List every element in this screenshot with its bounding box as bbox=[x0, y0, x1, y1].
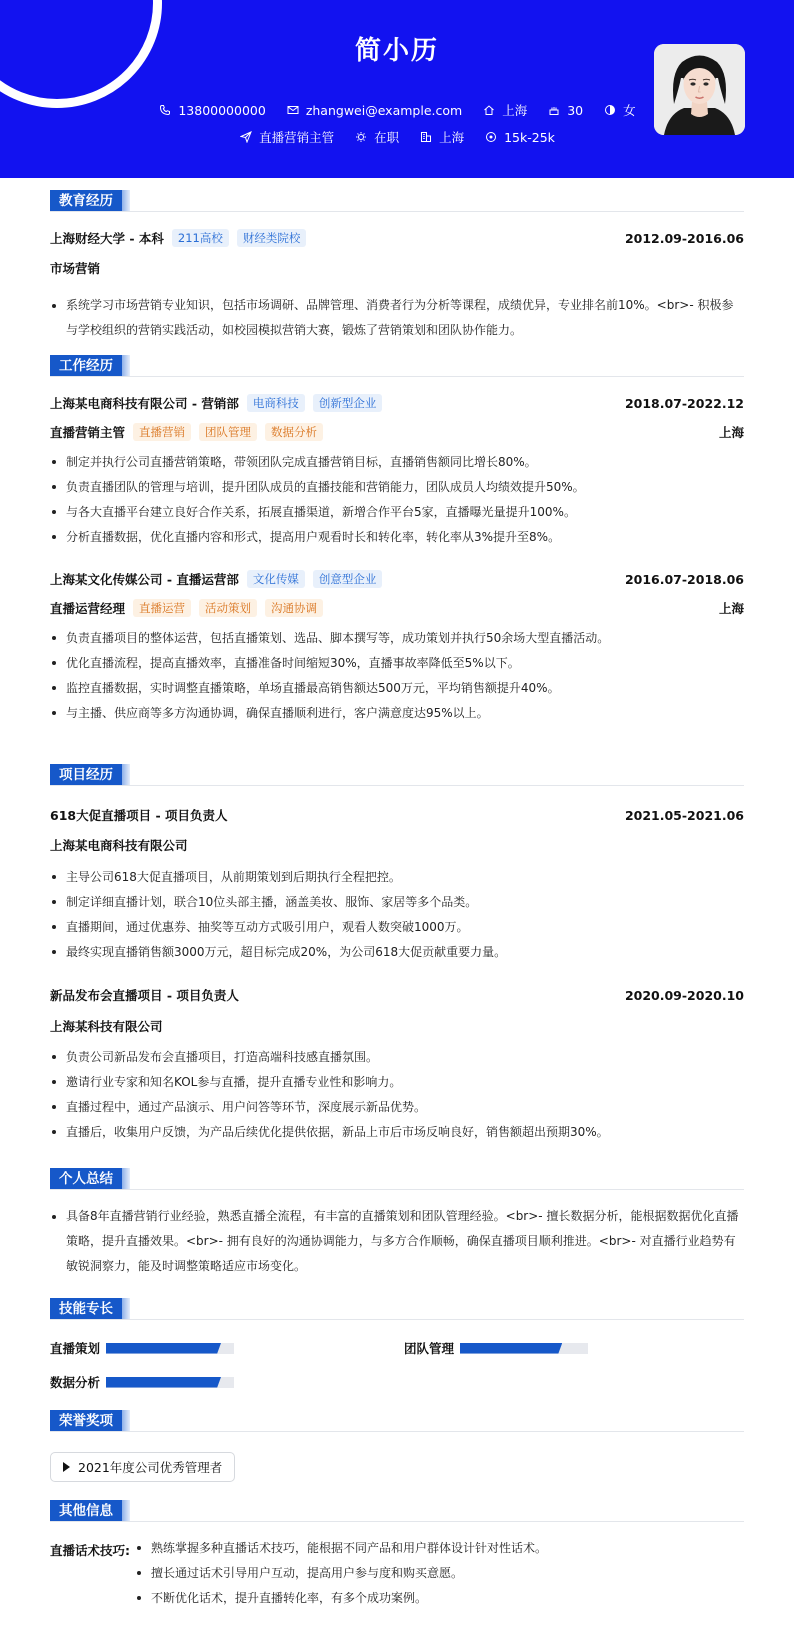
company-tag: 文化传媒 bbox=[247, 570, 305, 588]
home-text: 上海 bbox=[502, 103, 528, 118]
skill-name: 数据分析 bbox=[50, 1375, 101, 1390]
list-item: 熟练掌握多种直播话术技巧，能根据不同产品和用户群体设计针对性话术。 bbox=[135, 1538, 744, 1563]
section-divider bbox=[50, 1521, 744, 1522]
section-work bbox=[50, 355, 744, 377]
skill-name: 直播策划 bbox=[50, 1341, 101, 1356]
project-date: 2021.05-2021.06 bbox=[624, 807, 744, 823]
status-icon bbox=[354, 130, 368, 144]
section-title: 技能专长 bbox=[50, 1298, 122, 1320]
list-item: 监控直播数据，实时调整直播策略，单场直播最高销售额达500万元，平均销售额提升40%。 bbox=[50, 678, 744, 703]
skill-item bbox=[404, 1338, 588, 1358]
section-project bbox=[50, 764, 744, 786]
skill-tag: 直播运营 bbox=[133, 599, 191, 617]
project-name: 新品发布会直播项目 - 项目负责人 bbox=[50, 988, 239, 1003]
age-text: 30 bbox=[567, 102, 584, 118]
age-icon bbox=[547, 103, 561, 117]
company-name: 上海某电商科技有限公司 - 营销部 bbox=[50, 396, 239, 411]
section-summary bbox=[50, 1168, 744, 1190]
list-item: 与各大直播平台建立良好合作关系，拓展直播渠道，新增合作平台5家，直播曝光量提升100%。 bbox=[50, 502, 744, 527]
skill-item bbox=[50, 1338, 234, 1358]
section-title: 教育经历 bbox=[50, 190, 122, 212]
work-header bbox=[50, 569, 744, 589]
phone-info bbox=[158, 103, 265, 118]
other-bullets bbox=[135, 1538, 744, 1613]
list-item: 制定并执行公司直播营销策略，带领团队完成直播营销目标，直播销售额同比增长80%。 bbox=[50, 452, 744, 477]
work-bullets bbox=[50, 452, 744, 552]
city-info bbox=[419, 128, 464, 146]
major-row bbox=[50, 258, 744, 278]
school-tag: 财经类院校 bbox=[237, 229, 307, 247]
home-icon bbox=[482, 103, 496, 117]
list-item: 直播期间，通过优惠券、抽奖等互动方式吸引用户，观看人数突破1000万。 bbox=[50, 917, 744, 942]
section-divider bbox=[50, 211, 744, 212]
section-divider bbox=[50, 1431, 744, 1432]
project-company: 上海某科技有限公司 bbox=[50, 1019, 163, 1034]
gender-info bbox=[603, 101, 636, 119]
work-date: 2018.07-2022.12 bbox=[624, 395, 744, 411]
major-name: 市场营销 bbox=[50, 261, 101, 276]
email-text: zhangwei@example.com bbox=[305, 102, 463, 118]
list-item: 擅长通过话术引导用户互动，提高用户参与度和购买意愿。 bbox=[135, 1563, 744, 1588]
project-company-row bbox=[50, 1016, 744, 1036]
skill-item bbox=[50, 1372, 234, 1392]
city-text: 上海 bbox=[439, 130, 465, 145]
position-info bbox=[239, 128, 334, 146]
other-label: 直播话术技巧: bbox=[50, 1543, 130, 1558]
section-title: 其他信息 bbox=[50, 1500, 122, 1522]
skill-tag: 活动策划 bbox=[199, 599, 257, 617]
mail-icon bbox=[286, 103, 300, 117]
list-item: 直播过程中，通过产品演示、用户问答等环节，深度展示新品优势。 bbox=[50, 1097, 744, 1122]
skill-bar-fill bbox=[460, 1343, 562, 1354]
salary-text: 15k-25k bbox=[504, 129, 555, 145]
role-row bbox=[50, 598, 744, 618]
play-icon bbox=[63, 1462, 70, 1472]
gender-text: 女 bbox=[623, 103, 636, 118]
list-item: 分析直播数据，优化直播内容和形式，提高用户观看时长和转化率，转化率从3%提升至8%。 bbox=[50, 527, 744, 552]
education-header bbox=[50, 228, 744, 248]
skill-bar-fill bbox=[106, 1377, 221, 1388]
skill-tag: 沟通协调 bbox=[265, 599, 323, 617]
work-bullets bbox=[50, 628, 744, 728]
building-icon bbox=[419, 130, 433, 144]
gender-icon bbox=[603, 103, 617, 117]
company-tag: 电商科技 bbox=[247, 394, 305, 412]
section-divider bbox=[50, 1319, 744, 1320]
project-date: 2020.09-2020.10 bbox=[624, 987, 744, 1003]
role-name: 直播运营经理 bbox=[50, 601, 126, 616]
project-header bbox=[50, 985, 744, 1005]
section-skills bbox=[50, 1298, 744, 1320]
section-divider bbox=[50, 785, 744, 786]
award-item[interactable] bbox=[50, 1452, 235, 1482]
skill-tag: 直播营销 bbox=[133, 423, 191, 441]
project-bullets bbox=[50, 867, 744, 967]
email-info bbox=[286, 103, 462, 118]
section-title: 工作经历 bbox=[50, 355, 122, 377]
company-name: 上海某文化传媒公司 - 直播运营部 bbox=[50, 572, 239, 587]
status-info bbox=[354, 128, 399, 146]
phone-text: 13800000000 bbox=[178, 102, 266, 118]
school-tag: 211高校 bbox=[172, 229, 229, 247]
section-divider bbox=[50, 1189, 744, 1190]
list-item: 主导公司618大促直播项目，从前期策划到后期执行全程把控。 bbox=[50, 867, 744, 892]
project-header bbox=[50, 805, 744, 825]
list-item: 与主播、供应商等多方沟通协调，确保直播顺利进行，客户满意度达95%以上。 bbox=[50, 703, 744, 728]
home-info bbox=[482, 101, 527, 119]
avatar bbox=[654, 44, 745, 135]
section-title: 荣誉奖项 bbox=[50, 1410, 122, 1432]
work-header bbox=[50, 393, 744, 413]
salary-info bbox=[484, 130, 555, 145]
company-tag: 创新型企业 bbox=[313, 394, 383, 412]
role-row bbox=[50, 422, 744, 442]
list-item: 不断优化话术，提升直播转化率，有多个成功案例。 bbox=[135, 1588, 744, 1613]
list-item: 制定详细直播计划，联合10位头部主播，涵盖美妆、服饰、家居等多个品类。 bbox=[50, 892, 744, 917]
project-name: 618大促直播项目 - 项目负责人 bbox=[50, 808, 228, 823]
award-text: 2021年度公司优秀管理者 bbox=[78, 1460, 223, 1475]
section-awards bbox=[50, 1410, 744, 1432]
section-other bbox=[50, 1500, 744, 1522]
age-info bbox=[547, 103, 583, 118]
company-tag: 创意型企业 bbox=[313, 570, 383, 588]
skill-tag: 数据分析 bbox=[265, 423, 323, 441]
candidate-name: 简小历 bbox=[354, 36, 439, 66]
project-bullets bbox=[50, 1047, 744, 1147]
status-text: 在职 bbox=[374, 130, 400, 145]
resume-header bbox=[0, 0, 794, 178]
summary-text: 具备8年直播营销行业经验，熟悉直播全流程，有丰富的直播策划和团队管理经验。<br>- 擅长数据分析，能根据数据优化直播策略，提升直播效果。<br>- 拥有良好的沟通协调能力，与多方合作顺畅，确保直播项目顺利推进。<br>- 对直播行业趋势有敏锐洞察力，能及时调整策略适应市场变化。 bbox=[50, 1204, 744, 1279]
school-name: 上海财经大学 - 本科 bbox=[50, 231, 164, 246]
skill-bar bbox=[106, 1377, 234, 1388]
phone-icon bbox=[158, 103, 172, 117]
list-item: 负责直播项目的整体运营，包括直播策划、选品、脚本撰写等，成功策划并执行50余场大型直播活动。 bbox=[50, 628, 744, 653]
list-item: 负责公司新品发布会直播项目，打造高端科技感直播氛围。 bbox=[50, 1047, 744, 1072]
skill-name: 团队管理 bbox=[404, 1341, 455, 1356]
role-name: 直播营销主管 bbox=[50, 425, 126, 440]
position-text: 直播营销主管 bbox=[259, 130, 335, 145]
list-item: 优化直播流程，提高直播效率，直播准备时间缩短30%，直播事故率降低至5%以下。 bbox=[50, 653, 744, 678]
section-title: 个人总结 bbox=[50, 1168, 122, 1190]
list-item: 最终实现直播销售额3000万元，超目标完成20%，为公司618大促贡献重要力量。 bbox=[50, 942, 744, 967]
education-description: 系统学习市场营销专业知识，包括市场调研、品牌管理、消费者行为分析等课程，成绩优异，专业排名前10%。<br>- 积极参与学校组织的营销实践活动，如校园模拟营销大赛，锻炼了营销策划和团队协作能力。 bbox=[50, 293, 744, 343]
project-company: 上海某电商科技有限公司 bbox=[50, 838, 188, 853]
education-date: 2012.09-2016.06 bbox=[624, 230, 744, 246]
section-title: 项目经历 bbox=[50, 764, 122, 786]
list-item: 直播后，收集用户反馈，为产品后续优化提供依据，新品上市后市场反响良好，销售额超出预期30%。 bbox=[50, 1122, 744, 1147]
skill-bar bbox=[106, 1343, 234, 1354]
skill-bar-fill bbox=[106, 1343, 221, 1354]
work-city: 上海 bbox=[718, 601, 744, 616]
salary-icon bbox=[484, 130, 498, 144]
section-education bbox=[50, 190, 744, 212]
project-company-row bbox=[50, 835, 744, 855]
list-item: 负责直播团队的管理与培训，提升团队成员的直播技能和营销能力，团队成员人均绩效提升50%。 bbox=[50, 477, 744, 502]
list-item: 邀请行业专家和知名KOL参与直播，提升直播专业性和影响力。 bbox=[50, 1072, 744, 1097]
work-date: 2016.07-2018.06 bbox=[624, 571, 744, 587]
section-divider bbox=[50, 376, 744, 377]
skill-bar bbox=[460, 1343, 588, 1354]
work-city: 上海 bbox=[718, 425, 744, 440]
send-icon bbox=[239, 130, 253, 144]
skill-tag: 团队管理 bbox=[199, 423, 257, 441]
